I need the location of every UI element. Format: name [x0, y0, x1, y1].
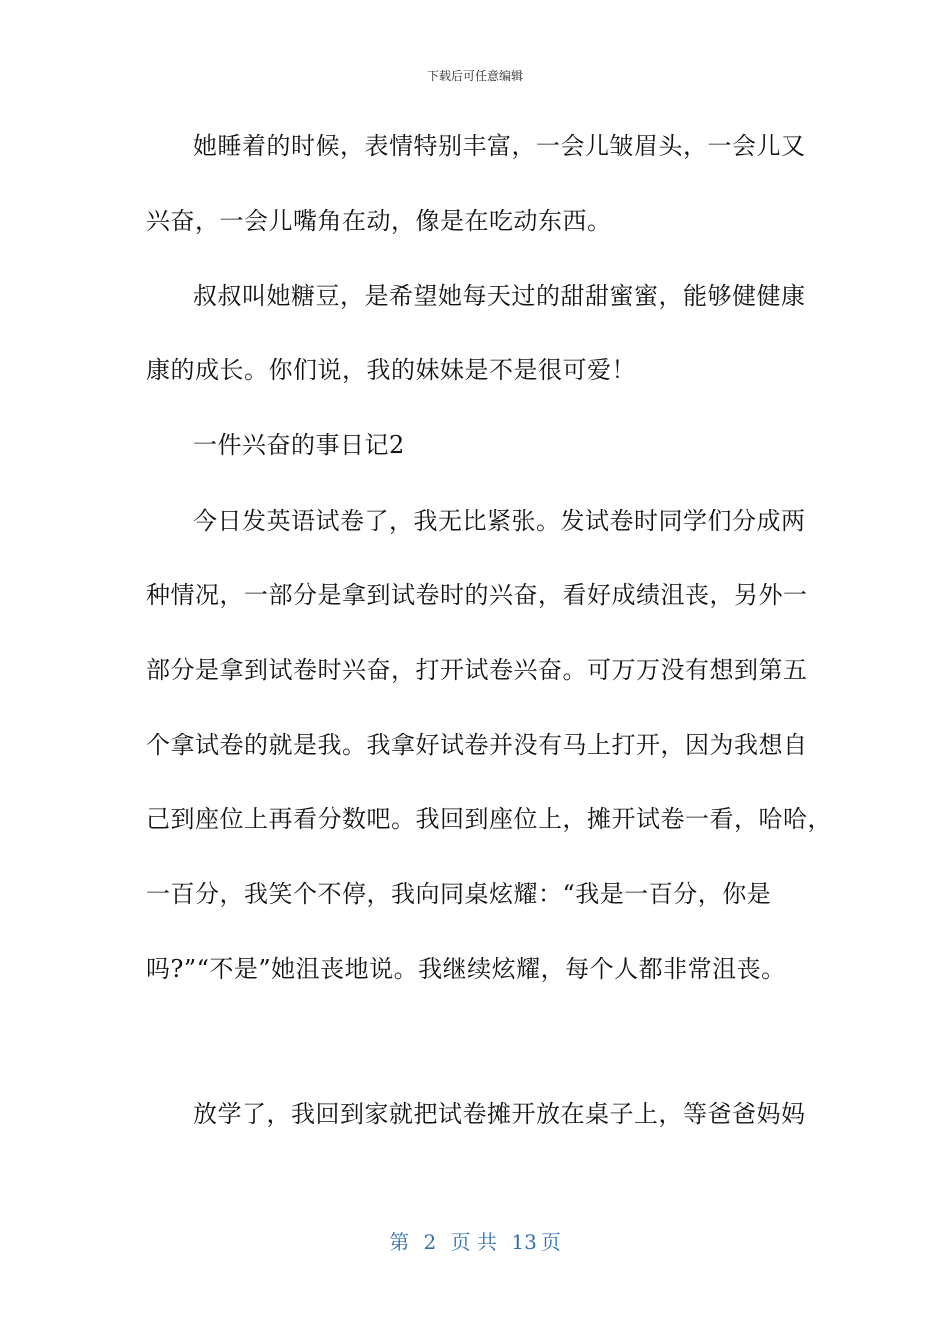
text-line: 放学了，我回到家就把试卷摊开放在桌子上，等爸爸妈妈	[193, 1100, 806, 1128]
page-suffix: 页	[540, 1230, 561, 1254]
total-page-count: 13	[511, 1230, 537, 1254]
text-line: 今日发英语试卷了，我无比紧张。发试卷时同学们分成两	[193, 507, 806, 535]
page-header-note: 下载后可任意编辑	[426, 69, 523, 83]
text-line: 兴奋，一会儿嘴角在动，像是在吃动东西。	[146, 207, 612, 235]
text-line: 一百分，我笑个不停，我向同桌炫耀：“我是一百分，你是	[146, 880, 772, 908]
text-line: 康的成长。你们说，我的妹妹是不是很可爱！	[146, 356, 636, 384]
text-line: 个拿试卷的就是我。我拿好试卷并没有马上打开，因为我想自	[146, 731, 808, 759]
section-heading: 一件兴奋的事日记2	[193, 431, 405, 459]
page-prefix: 第	[389, 1230, 410, 1254]
text-line: 部分是拿到试卷时兴奋，打开试卷兴奋。可万万没有想到第五	[146, 656, 808, 684]
text-line: 她睡着的时候，表情特别丰富，一会儿皱眉头，一会儿又	[193, 132, 806, 160]
text-line: 己到座位上再看分数吧。我回到座位上，摊开试卷一看，哈哈，	[146, 805, 832, 833]
text-line: 吗?”“不是”她沮丧地说。我继续炫耀，每个人都非常沮丧。	[146, 955, 786, 983]
page-middle-text: 页 共	[450, 1230, 497, 1254]
text-line: 叔叔叫她糖豆，是希望她每天过的甜甜蜜蜜，能够健健康	[193, 282, 806, 310]
text-line: 种情况，一部分是拿到试卷时的兴奋，看好成绩沮丧，另外一	[146, 581, 808, 609]
page-number-footer	[0, 1226, 950, 1255]
current-page-number: 2	[423, 1230, 437, 1254]
